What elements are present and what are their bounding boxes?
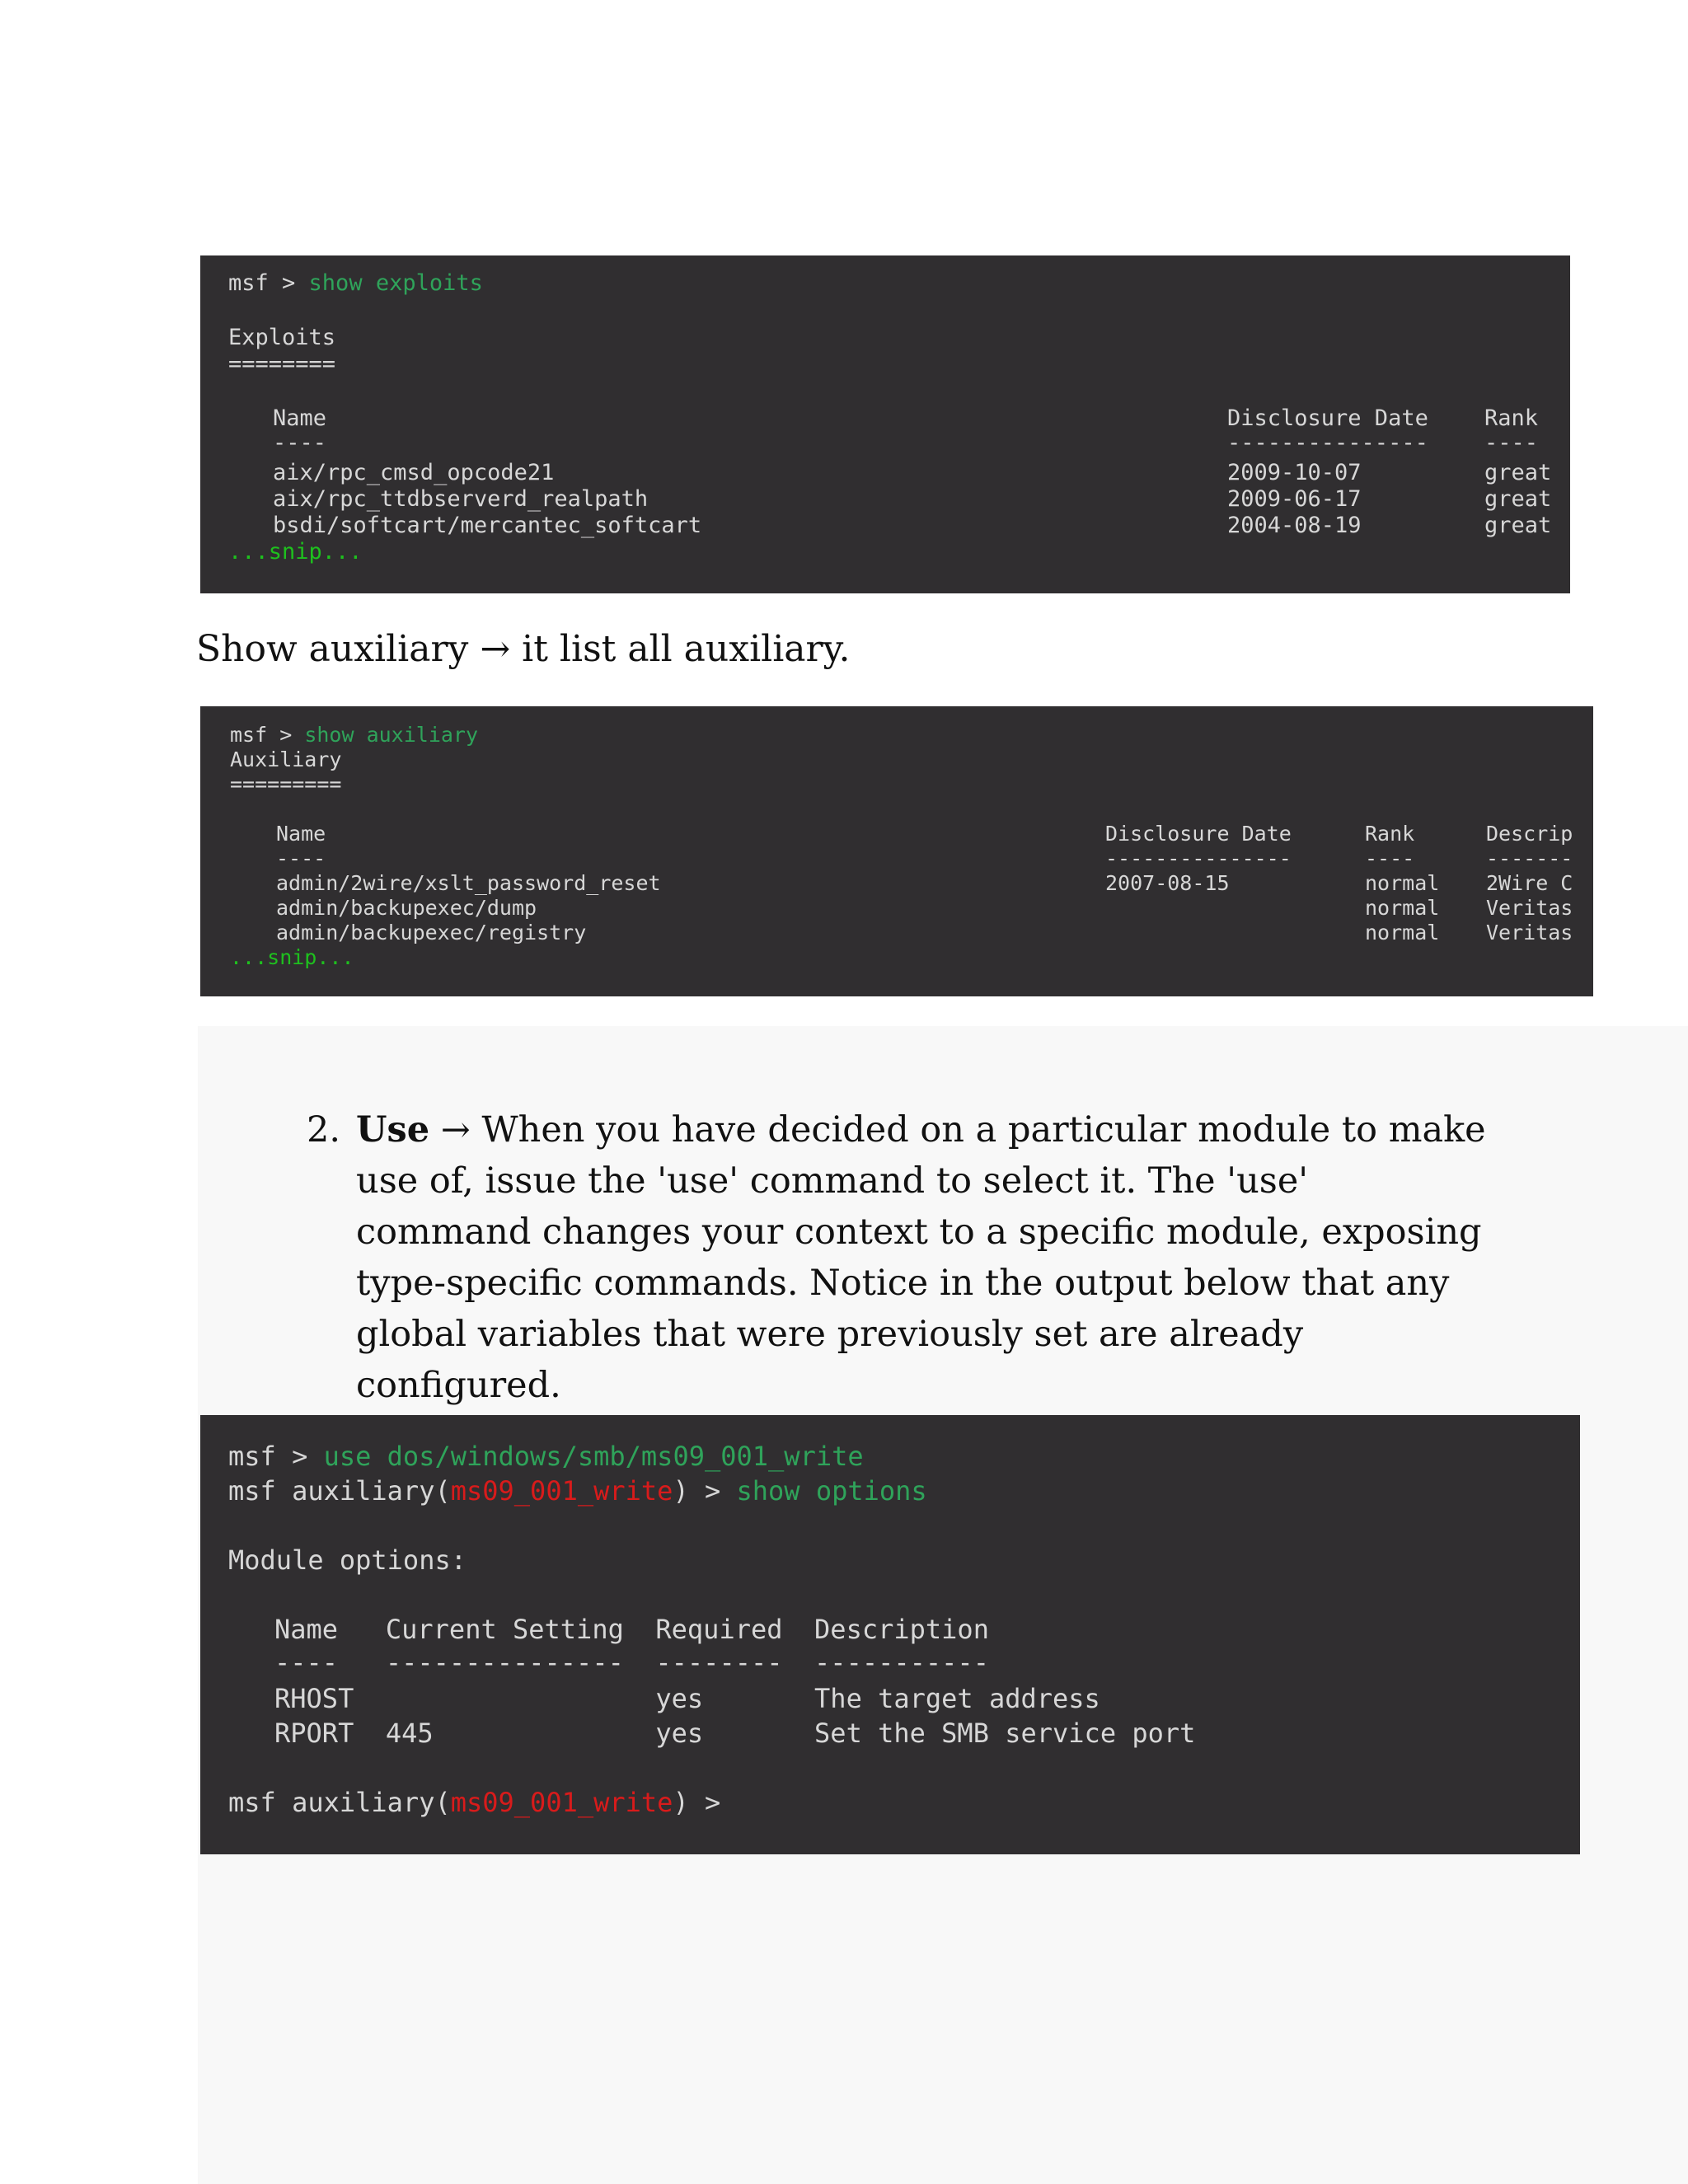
show-options-line xyxy=(228,1474,927,1507)
row-name: admin/2wire/xslt_password_reset xyxy=(276,871,661,895)
prompt-suffix: ) > xyxy=(673,1475,737,1507)
use-prompt-line xyxy=(228,1440,864,1473)
list-term: Use xyxy=(356,1109,430,1151)
col-name-header: Name xyxy=(276,822,326,846)
row-name: admin/backupexec/dump xyxy=(276,896,537,920)
col-rank-header: Rank xyxy=(1365,822,1415,846)
col-date-separator: --------------- xyxy=(1105,846,1292,870)
module-options-heading: Module options: xyxy=(228,1544,467,1576)
command-text: show auxiliary xyxy=(304,723,479,747)
use-command-list-item xyxy=(307,1104,1493,1411)
auxiliary-terminal-screenshot xyxy=(200,706,1593,996)
module-name: ms09_001_write xyxy=(450,1475,673,1507)
arrow-symbol: → xyxy=(429,1109,482,1151)
use-terminal-screenshot xyxy=(200,1415,1580,1854)
col-rank-separator: ---- xyxy=(1484,430,1539,456)
col-name-separator: ---- xyxy=(276,846,326,870)
row-name: aix/rpc_cmsd_opcode21 xyxy=(273,460,555,485)
row-rank: great xyxy=(1484,513,1552,538)
col-name-header: Name xyxy=(273,405,327,431)
row-rank: great xyxy=(1484,486,1552,512)
list-number: 2. xyxy=(307,1109,341,1151)
heading-underline: ======== xyxy=(228,351,336,377)
command-text: show options xyxy=(736,1475,927,1507)
row-date: 2009-10-07 xyxy=(1227,460,1362,485)
snip-marker: ...snip... xyxy=(228,539,363,565)
row-desc: 2Wire C xyxy=(1486,871,1573,895)
list-description: When you have decided on a particular module to make use of, issue the 'use' command to select it. The 'use' command changes your context to a specific module, exposing type-specific commands. Notice in the output below that any global variables that were previously set are already configured. xyxy=(356,1109,1486,1406)
options-separator-row: ---- --------------- -------- ----------- xyxy=(274,1647,989,1678)
exploits-terminal-screenshot xyxy=(200,255,1570,593)
row-rank: normal xyxy=(1365,871,1440,895)
exploits-heading: Exploits xyxy=(228,325,336,350)
col-rank-header: Rank xyxy=(1484,405,1539,431)
auxiliary-caption: Show auxiliary → it list all auxiliary. xyxy=(196,628,851,670)
prompt-prefix: msf auxiliary( xyxy=(228,1475,451,1507)
heading-underline: ========= xyxy=(230,772,342,796)
row-name: admin/backupexec/registry xyxy=(276,921,587,944)
col-rank-separator: ---- xyxy=(1365,846,1415,870)
prompt: msf > xyxy=(228,270,309,296)
option-row-rport: RPORT 445 yes Set the SMB service port xyxy=(274,1718,1196,1749)
row-rank: normal xyxy=(1365,896,1440,920)
row-name: bsdi/softcart/mercantec_softcart xyxy=(273,513,702,538)
prompt-suffix: ) > xyxy=(673,1787,721,1818)
final-prompt-line xyxy=(228,1786,720,1819)
col-name-separator: ---- xyxy=(273,430,327,456)
prompt: msf > xyxy=(228,1441,324,1472)
auxiliary-prompt-line xyxy=(230,723,478,748)
module-name: ms09_001_write xyxy=(450,1787,673,1818)
option-row-rhost: RHOST yes The target address xyxy=(274,1683,1100,1714)
row-date: 2007-08-15 xyxy=(1105,871,1230,895)
col-desc-header: Descrip xyxy=(1486,822,1573,846)
auxiliary-heading: Auxiliary xyxy=(230,748,342,771)
snip-marker: ...snip... xyxy=(230,945,354,969)
col-date-separator: --------------- xyxy=(1227,430,1428,456)
options-header-row: Name Current Setting Required Description xyxy=(274,1614,989,1645)
command-text: use dos/windows/smb/ms09_001_write xyxy=(323,1441,864,1472)
col-date-header: Disclosure Date xyxy=(1227,405,1428,431)
command-text: show exploits xyxy=(308,270,483,296)
exploits-prompt-line xyxy=(228,270,483,297)
prompt-prefix: msf auxiliary( xyxy=(228,1787,451,1818)
prompt: msf > xyxy=(230,723,305,747)
row-desc: Veritas xyxy=(1486,896,1573,920)
row-date: 2004-08-19 xyxy=(1227,513,1362,538)
row-rank: great xyxy=(1484,460,1552,485)
row-name: aix/rpc_ttdbserverd_realpath xyxy=(273,486,649,512)
col-date-header: Disclosure Date xyxy=(1105,822,1292,846)
row-rank: normal xyxy=(1365,921,1440,944)
row-date: 2009-06-17 xyxy=(1227,486,1362,512)
list-body xyxy=(356,1104,1493,1411)
row-desc: Veritas xyxy=(1486,921,1573,944)
col-desc-separator: ------- xyxy=(1486,846,1573,870)
